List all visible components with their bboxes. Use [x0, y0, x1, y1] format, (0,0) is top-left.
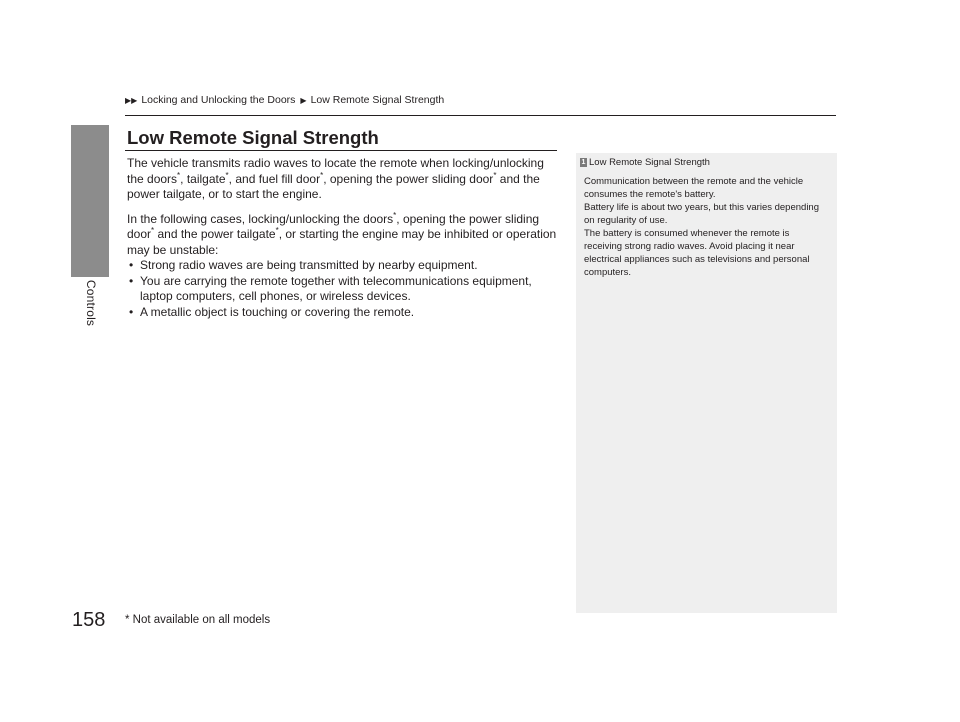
section-title: Low Remote Signal Strength [127, 127, 379, 148]
breadcrumb-arrow-icon: ▶ [300, 95, 307, 105]
section-side-tab [71, 125, 109, 277]
list-item: • You are carrying the remote together with telecommunications equipment, laptop computers, cell phones, or wireless devices. [127, 274, 557, 305]
side-note-line: The battery is consumed whenever the remote is receiving strong radio waves. Avoid placing it near electrical appliances such as televisions and personal computers. [584, 228, 810, 278]
section-body [127, 156, 557, 320]
paragraph-cases: In the following cases, locking/unlocking the doors*, opening the power sliding door* and the power tailgate*, or starting the engine may be inhibited or operation may be unstable: [127, 210, 557, 257]
footnote: * Not available on all models [125, 614, 271, 626]
side-note-line: Battery life is about two years, but this varies depending on regularity of use. [584, 202, 819, 226]
paragraph-intro: The vehicle transmits radio waves to locate the remote when locking/unlocking the doors*, tailgate*, and fuel fill door*, opening the power sliding door* and the power tailgate, or to start the engine. [127, 156, 544, 201]
side-note-title: Low Remote Signal Strength [589, 157, 710, 168]
page-number: 158 [72, 609, 106, 631]
header-rule [125, 115, 836, 116]
list-item: • Strong radio waves are being transmitted by nearby equipment. [127, 258, 557, 274]
note-number-badge: 1 [581, 159, 586, 166]
case-list [127, 258, 557, 320]
breadcrumb-item-current: Low Remote Signal Strength [310, 94, 445, 106]
side-note-header [580, 157, 710, 168]
section-side-label: Controls [84, 279, 98, 327]
breadcrumb-arrow-icon: ▶▶ [125, 95, 138, 105]
list-item: • A metallic object is touching or covering the remote. [127, 305, 557, 321]
breadcrumb-item-locking[interactable]: Locking and Unlocking the Doors [141, 94, 296, 106]
title-rule [125, 150, 557, 151]
side-note-body [584, 175, 830, 279]
side-note-line: Communication between the remote and the vehicle consumes the remote's battery. [584, 176, 804, 200]
breadcrumb [125, 94, 444, 106]
